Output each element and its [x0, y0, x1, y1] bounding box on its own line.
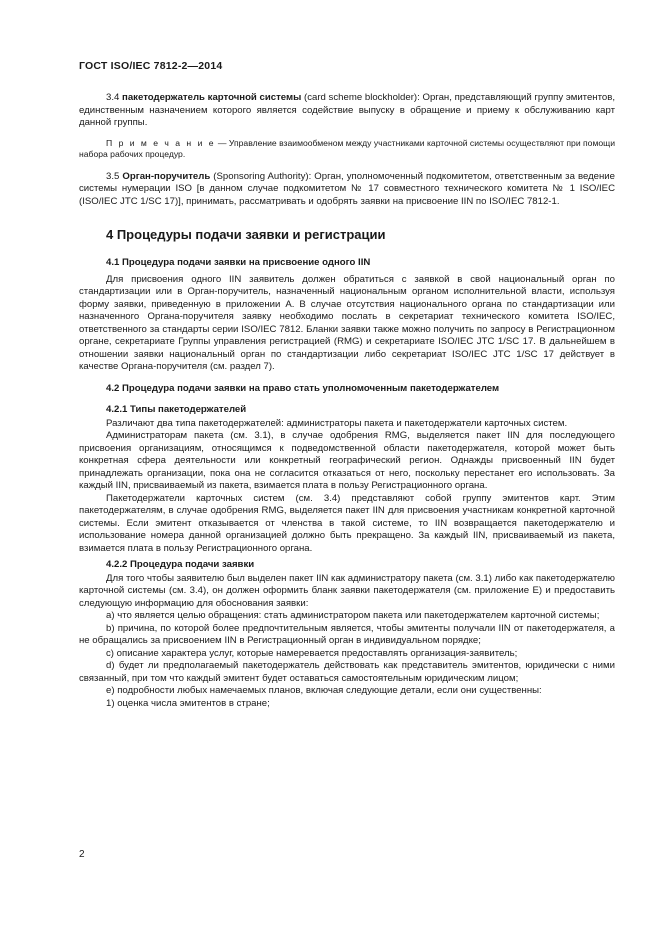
defined-term: пакетодержатель карточной системы	[122, 92, 302, 103]
paragraph: Пакетодержатели карточных систем (см. 3.4) представляют собой группу эмитентов карт. Этим пакетодержателям, в случае одобрения RMG, выделяется пакет IIN для присвоения участникам конкретной карточной системы. Если эмитент отказывается от членства в такой системе, то IIN возвращается пакетодержателю и использование номера данной организацией должно быть прекращено. За каждый IIN, присваиваемый из пакета, взимается плата в пользу Регистрационного органа.	[79, 492, 615, 554]
list-item	[79, 660, 615, 685]
list-item-text: будет ли предполагаемый пакетодержатель действовать как представитель эмитентов, юридически с ними связанный, при том что каждый эмитент будет оставаться самостоятельным юридическим лицом;	[79, 660, 615, 684]
note-label: П р и м е ч а н и е	[106, 137, 216, 148]
note	[79, 138, 615, 161]
section-4-2-1-heading: 4.2.1 Типы пакетодержателей	[106, 404, 247, 415]
list-item-text: подробности любых намечаемых планов, включая следующие детали, если они существенны:	[117, 685, 542, 696]
definition-text: (card scheme blockholder): Орган, представляющий группу эмитентов, единственным назначением которого является содействие выпуску в обращение и приему к обслуживанию карт данной группы.	[79, 92, 615, 128]
list-marker: 1)	[106, 697, 115, 709]
clause-number: 3.5	[106, 170, 120, 182]
definition-3-4	[79, 92, 615, 130]
list-item	[79, 610, 615, 623]
list-marker: d)	[106, 660, 115, 671]
list-marker: b)	[106, 622, 115, 634]
section-4-1-heading: 4.1 Процедура подачи заявки на присвоение одного IIN	[106, 257, 371, 268]
definition-text: (Sponsoring Authority): Орган, уполномоченный подкомитетом, ответственным за ведение системы нумерации ISO [в данном случае подкомитетом № 17 совместного технического комитета № 1 ISO/IEC (ISO/IEC JTC 1/SC 17)], принимать, рассматривать и одобрять заявки на присвоение IIN по ISO/IEC 7812-1.	[79, 170, 615, 207]
page-number: 2	[79, 849, 85, 860]
paragraph: Администраторам пакета (см. 3.1), в случае одобрения RMG, выделяется пакет IIN для последующего присвоения организациям, относящимся к подведомственной области пакетодержателя, которой может быть конкретная сфера деятельности или конкретный географический регион. Однажды присвоенный IIN будет принадлежать организации, пока она не согласится отказаться от него, поскольку перестанет его использовать. За каждый IIN, присваиваемый из пакета, взимается плата в пользу Регистрационного органа.	[79, 430, 615, 491]
list-item	[79, 685, 615, 698]
paragraph: Для того чтобы заявителю был выделен пакет IIN как администратору пакета (см. 3.1) либо как пакетодержателю карточной системы (см. 3.4), он должен оформить бланк заявки пакетодержателя (см. приложение Е) и предоставить следующую информацию для обоснования заявки:	[79, 572, 615, 609]
paragraph: Для присвоения одного IIN заявитель должен обратиться с заявкой в свой национальный орган по стандартизации или в Орган-поручитель, назначенный национальным органом исполнительной власти, используя форму заявки, приведенную в приложении А. В случае отсутствия национального органа по стандартизации или назначенного Органа-поручителя заявку необходимо послать в секретариат технического комитета ISO/IEC, ответственного за стандарты серии ISO/IEC 7812. Бланки заявки также можно получить по запросу в Регистрационном органе, секретариате Группы управления регистрацией (RMG) и секретариате ISO/IEC JTC 1/SC 17. В дальнейшем в отношении заявки национальный орган по стандартизации либо секретариат ISO/IEC JTC 1/SC 17 действует в качестве Органа-поручителя (см. раздел 7).	[79, 273, 615, 372]
section-4-heading: 4 Процедуры подачи заявки и регистрации	[106, 227, 386, 242]
list-item	[79, 698, 615, 711]
list-item-text: описание характера услуг, которые намеревается предоставлять организация-заявитель;	[116, 647, 518, 659]
clause-number: 3.4	[106, 92, 120, 103]
note-text: — Управление взаимообменом между участниками карточной системы осуществляют при помощи набора рабочих процедур.	[79, 137, 616, 159]
document-body	[79, 92, 615, 710]
list-item-text: причина, по которой более предпочтительным является, чтобы эмитенты получали IIN от пакетодержателя, а не обращались за присвоением IIN в Регистрационный орган в индивидуальном порядке;	[79, 622, 615, 646]
running-header: ГОСТ ISO/IEC 7812-2—2014	[79, 60, 223, 72]
list-marker: с)	[106, 647, 114, 659]
definition-3-5	[79, 171, 615, 209]
paragraph: Различают два типа пакетодержателей: администраторы пакета и пакетодержатели карточных систем.	[106, 417, 568, 429]
section-4-2-heading: 4.2 Процедура подачи заявки на право стать уполномоченным пакетодержателем	[106, 382, 500, 394]
list-marker: а)	[106, 610, 115, 621]
list-marker: е)	[106, 685, 115, 696]
list-item	[79, 648, 615, 661]
defined-term: Орган-поручитель	[122, 170, 211, 182]
list-item-text: оценка числа эмитентов в стране;	[117, 697, 270, 709]
section-4-2-2-heading: 4.2.2 Процедура подачи заявки	[106, 559, 255, 570]
list-item	[79, 623, 615, 648]
list-item-text: что является целью обращения: стать администратором пакета или пакетодержателем карточной системы;	[117, 610, 600, 621]
